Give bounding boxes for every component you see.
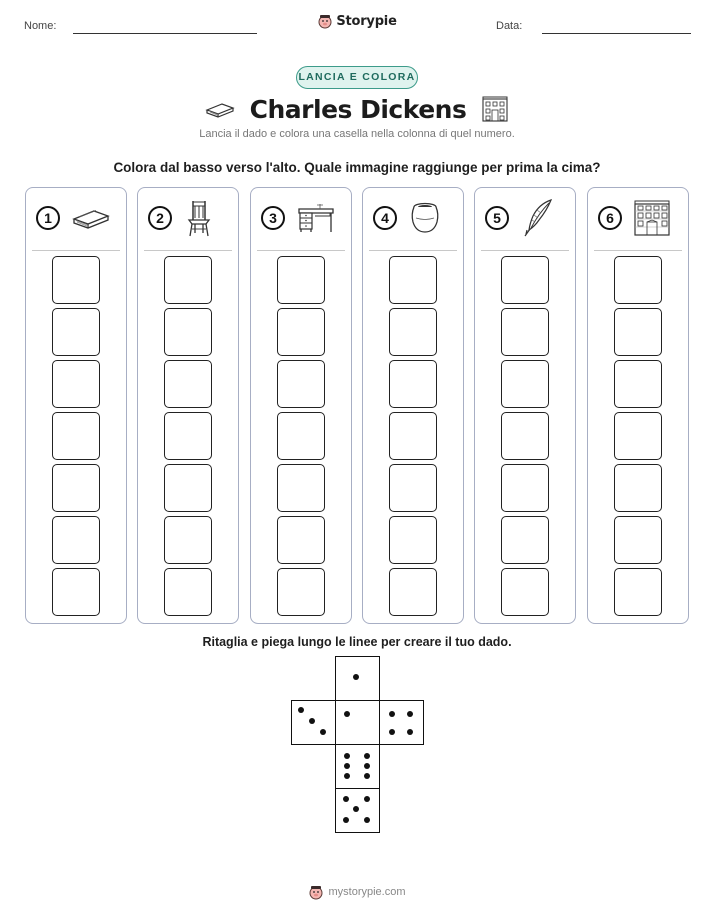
color-box[interactable] [164,308,212,356]
quill-icon [519,198,555,238]
footer-url[interactable]: mystorypie.com [328,886,406,898]
pip [407,729,413,735]
color-box[interactable] [501,516,549,564]
cut-instruction: Ritaglia e piega lungo le linee per creare il tuo dado. [202,635,512,649]
footer [0,884,714,905]
title-row [0,90,714,128]
pip [353,674,359,680]
dice-face-right [379,700,424,745]
column-5 [474,187,576,624]
pip [364,763,370,769]
color-box[interactable] [501,256,549,304]
dice-face-top [335,656,380,701]
color-box[interactable] [614,568,662,616]
color-box[interactable] [389,568,437,616]
pig-mascot-icon [317,13,333,29]
pip [353,806,359,812]
brand-name: Storypie [336,13,397,29]
pip [344,773,350,779]
pip [407,711,413,717]
color-box[interactable] [277,308,325,356]
color-box[interactable] [277,256,325,304]
color-box[interactable] [501,412,549,460]
color-box[interactable] [501,464,549,512]
color-box[interactable] [614,308,662,356]
color-box[interactable] [52,256,100,304]
color-box[interactable] [501,360,549,408]
ink-pot-icon [407,200,443,236]
color-box[interactable] [164,516,212,564]
color-box[interactable] [614,256,662,304]
subtitle: Lancia il dado e colora una casella nella colonna di quel numero. [199,128,515,140]
pip [320,729,326,735]
color-box[interactable] [614,516,662,564]
pip [364,796,370,802]
activity-badge: LANCIA E COLORA [296,66,418,89]
dice-face-lower [335,744,380,789]
chair-icon [182,198,216,238]
pip [343,817,349,823]
column-number: 5 [485,206,509,230]
column-divider [144,250,232,251]
column-number: 2 [148,206,172,230]
pig-mascot-icon [308,884,324,900]
column-number: 6 [598,206,622,230]
color-box[interactable] [389,516,437,564]
column-4 [362,187,464,624]
dice-face-left [291,700,336,745]
color-box[interactable] [389,308,437,356]
color-box[interactable] [614,360,662,408]
column-header [598,198,680,238]
pip [364,753,370,759]
color-box[interactable] [52,412,100,460]
column-divider [369,250,457,251]
column-header [36,198,118,238]
color-box[interactable] [389,464,437,512]
column-3 [250,187,352,624]
pip [344,763,350,769]
building-icon [480,95,510,123]
color-box[interactable] [277,412,325,460]
color-box[interactable] [389,256,437,304]
color-box[interactable] [164,412,212,460]
pip [344,711,350,717]
color-box[interactable] [501,308,549,356]
column-header [373,198,455,238]
color-box[interactable] [614,464,662,512]
column-divider [481,250,569,251]
color-box[interactable] [389,412,437,460]
color-box[interactable] [501,568,549,616]
color-box[interactable] [614,412,662,460]
dice-face-bottom [335,788,380,833]
column-number: 1 [36,206,60,230]
brand-logo [0,13,714,34]
color-box[interactable] [277,568,325,616]
name-label: Nome: [24,20,57,32]
pip [389,729,395,735]
color-box[interactable] [52,360,100,408]
column-1 [25,187,127,624]
color-box[interactable] [164,568,212,616]
color-box[interactable] [164,360,212,408]
column-header [261,198,343,238]
color-box[interactable] [277,464,325,512]
pip [344,753,350,759]
color-box[interactable] [277,360,325,408]
dice-face-center [335,700,380,745]
color-box[interactable] [52,308,100,356]
color-box[interactable] [52,568,100,616]
building-icon [632,199,672,237]
pip [389,711,395,717]
column-6 [587,187,689,624]
pip [298,707,304,713]
instruction-text: Colora dal basso verso l'alto. Quale immagine raggiunge per prima la cima? [113,160,601,175]
pip [309,718,315,724]
column-number: 3 [261,206,285,230]
color-box[interactable] [52,516,100,564]
date-label: Data: [496,20,523,32]
color-box[interactable] [164,256,212,304]
column-divider [257,250,345,251]
page-title: Charles Dickens [249,94,467,124]
color-box[interactable] [164,464,212,512]
column-2 [137,187,239,624]
column-divider [594,250,682,251]
column-header [485,198,567,238]
pip [364,773,370,779]
desk-icon [295,201,337,235]
color-box[interactable] [277,516,325,564]
pip [343,796,349,802]
book-icon [204,98,236,120]
column-header [148,198,230,238]
column-number: 4 [373,206,397,230]
color-box[interactable] [52,464,100,512]
book-icon [70,203,112,233]
pip [364,817,370,823]
color-box[interactable] [389,360,437,408]
column-divider [32,250,120,251]
